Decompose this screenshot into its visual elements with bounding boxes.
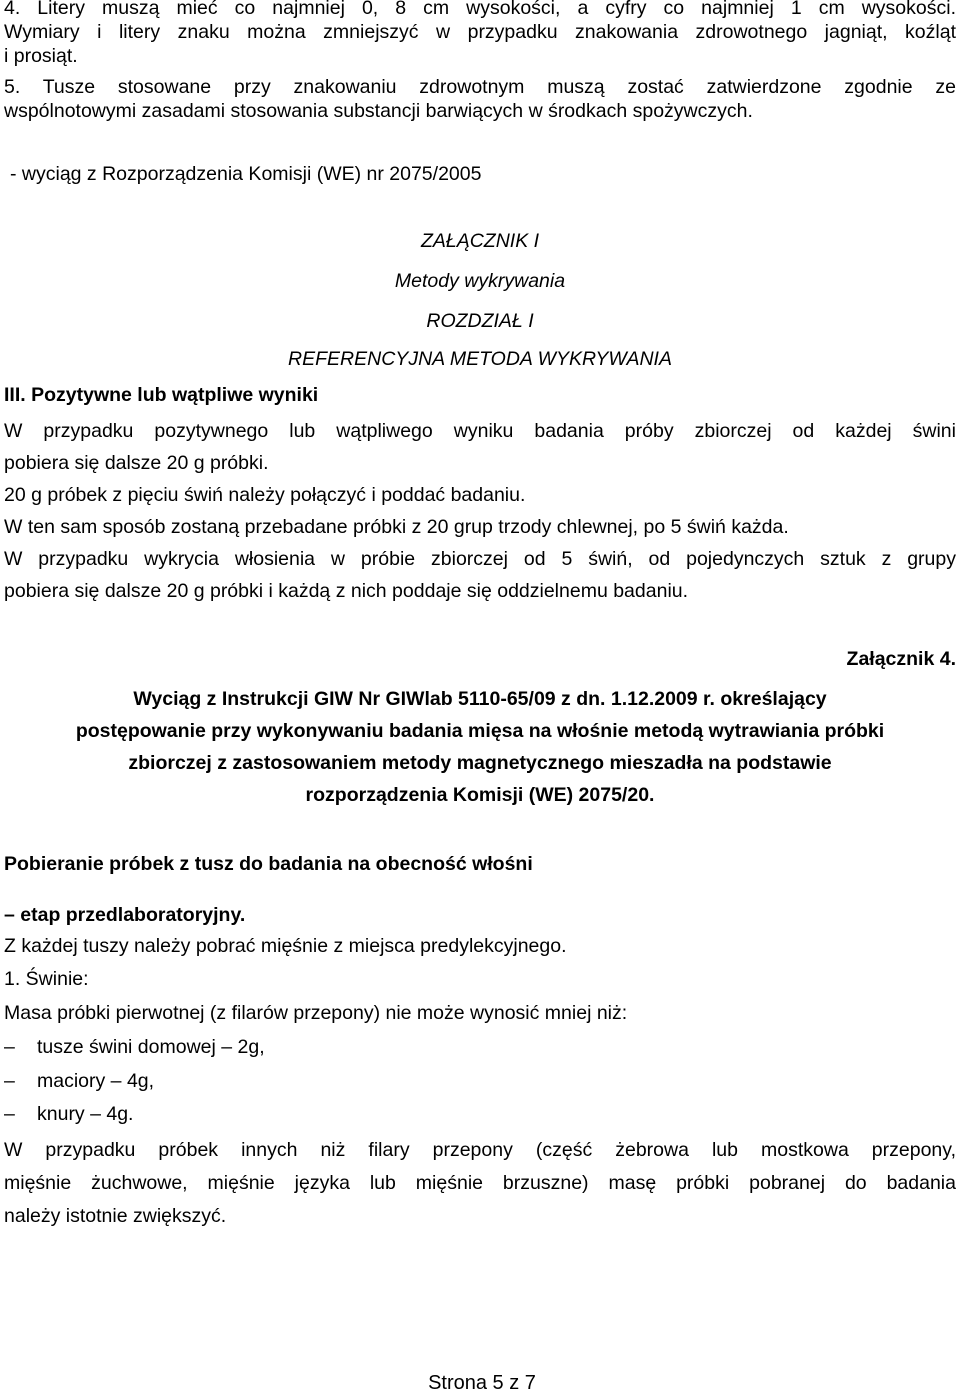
extract-source: - wyciąg z Rozporządzenia Komisji (WE) nr 2075/2005 — [10, 163, 482, 185]
other-line2: mięśnie żuchwowe, mięśnie języka lub mięśnie brzuszne) masę próbki pobranej do badania — [4, 1172, 956, 1194]
dash-bullet-icon: – — [4, 1036, 15, 1058]
s3-p1-line1: W przypadku pozytywnego lub wątpliwego wyniku badania próby zbiorczej od każdej świni — [4, 420, 956, 442]
item5-line2: wspólnotowymi zasadami stosowania substancji barwiących w środkach spożywczych. — [4, 100, 753, 122]
annex-line-1: ZAŁĄCZNIK I — [420, 230, 540, 252]
dash-bullet-icon: – — [4, 1103, 15, 1125]
sampling-stage: – etap przedlaboratoryjny. — [4, 904, 246, 926]
item5-line1: 5. Tusze stosowane przy znakowaniu zdrowotnym muszą zostać zatwierdzone zgodnie ze — [4, 76, 956, 98]
top-paragraphs — [4, 0, 956, 123]
annex-title — [0, 229, 960, 371]
s3-p1-line2: pobiera się dalsze 20 g próbki. — [4, 452, 269, 474]
list-item: – maciory – 4g, — [4, 1070, 155, 1092]
section-3-body — [4, 415, 956, 607]
attachment-title — [0, 683, 960, 811]
page-number: Strona 5 z 7 — [428, 1372, 536, 1394]
other-line1: W przypadku próbek innych niż filary przepony (część żebrowa lub mostkowa przepony, — [4, 1139, 956, 1161]
attachment-title-line1: Wyciąg z Instrukcji GIW Nr GIWlab 5110-65/09 z dn. 1.12.2009 r. określający — [133, 688, 827, 710]
section-3-heading: III. Pozytywne lub wątpliwe wyniki — [4, 384, 319, 406]
item4-line2: Wymiary i litery znaku można zmniejszyć w przypadku znakowania zdrowotnego jagniąt, koźląt — [4, 21, 956, 43]
item4-line1: 4. Litery muszą mieć co najmniej 0, 8 cm wysokości, a cyfry co najmniej 1 cm wysokości. — [4, 0, 956, 19]
item4-line3: i prosiąt. — [4, 45, 78, 67]
attachment-title-line3: zbiorczej z zastosowaniem metody magnetycznego mieszadła na podstawie — [128, 752, 832, 774]
s3-p4-line2: pobiera się dalsze 20 g próbki i każdą z nich poddaje się oddzielnemu badaniu. — [4, 580, 689, 602]
other-samples-paragraph — [4, 1134, 956, 1233]
sampling-intro: Z każdej tuszy należy pobrać mięśnie z miejsca predylekcyjnego. — [4, 935, 567, 957]
annex-line-2: Metody wykrywania — [394, 270, 566, 292]
attachment-title-line2: postępowanie przy wykonywaniu badania mięsa na włośnie metodą wytrawiania próbki — [75, 720, 885, 742]
s3-p4-line1: W przypadku wykrycia włosienia w próbie zbiorczej od 5 świń, od pojedynczych sztuk z grupy — [4, 548, 956, 570]
attachment-title-line4: rozporządzenia Komisji (WE) 2075/20. — [305, 784, 655, 806]
s3-p2: 20 g próbek z pięciu świń należy połączyć i poddać badaniu. — [4, 484, 526, 506]
dash-bullet-icon: – — [4, 1070, 15, 1092]
pigs-heading: 1. Świnie: — [4, 968, 89, 990]
sampling-heading: Pobieranie próbek z tusz do badania na obecność włośni — [4, 853, 533, 875]
s3-p3: W ten sam sposób zostaną przebadane próbki z 20 grup trzody chlewnej, po 5 świń każda. — [4, 516, 789, 538]
attachment-label: Załącznik 4. — [846, 648, 956, 670]
annex-line-4: REFERENCYJNA METODA WYKRYWANIA — [288, 348, 672, 370]
list-item: – tusze świni domowej – 2g, — [4, 1036, 265, 1058]
list-item: – knury – 4g. — [4, 1103, 134, 1125]
mass-text: Masa próbki pierwotnej (z filarów przepony) nie może wynosić mniej niż: — [4, 1002, 628, 1024]
other-line3: należy istotnie zwiększyć. — [4, 1205, 227, 1227]
annex-line-3: ROZDZIAŁ I — [426, 310, 534, 332]
